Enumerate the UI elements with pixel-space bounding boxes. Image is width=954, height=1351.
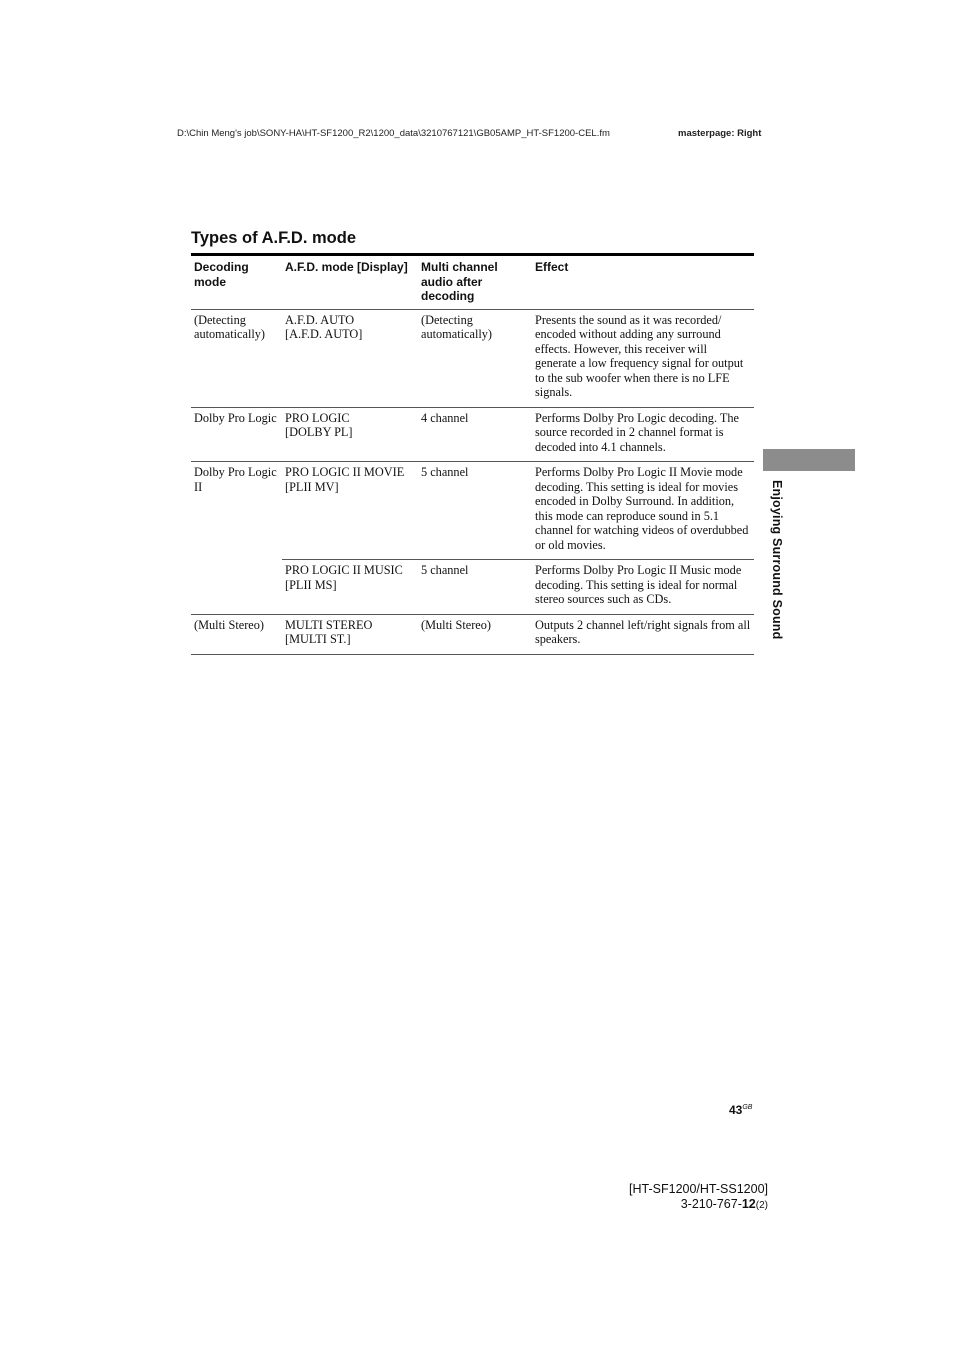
decoding-mode-cell: (Detecting automatically)	[191, 309, 282, 407]
section-title: Types of A.F.D. mode	[191, 229, 357, 247]
table-row	[191, 614, 754, 654]
multi-channel-cell: 5 channel	[418, 462, 532, 560]
afd-mode-name: A.F.D. AUTO	[285, 312, 355, 327]
effect-cell: Performs Dolby Pro Logic II Music mode decoding. This setting is ideal for normal stereo sources such as CDs.	[532, 560, 754, 615]
header-masterpage: masterpage: Right	[678, 128, 762, 139]
effect-cell: Performs Dolby Pro Logic II Movie mode decoding. This setting is ideal for movies encoded in Dolby Surround. In addition, this mode can reproduce sound in 5.1 channel for watching videos of overdubbed or old movies.	[532, 462, 754, 560]
afd-mode-name: MULTI STEREO	[285, 617, 373, 632]
afd-mode-display: [DOLBY PL]	[285, 425, 353, 439]
afd-mode-cell	[282, 309, 418, 407]
table-header-row	[191, 255, 754, 310]
effect-cell: Outputs 2 channel left/right signals from all speakers.	[532, 614, 754, 654]
multi-channel-cell: 5 channel	[418, 560, 532, 615]
afd-mode-cell	[282, 407, 418, 462]
afd-mode-cell	[282, 614, 418, 654]
multi-channel-cell: (Detecting automatically)	[418, 309, 532, 407]
page-number-value: 43	[729, 1103, 743, 1117]
afd-mode-display: [PLII MV]	[285, 479, 339, 494]
afd-mode-cell	[282, 560, 418, 615]
footer-code-prefix: 3-210-767-	[680, 1197, 742, 1211]
page-number-suffix: GB	[742, 1104, 753, 1111]
decoding-mode-cell: Dolby Pro Logic II	[191, 462, 282, 615]
table-row	[191, 309, 754, 407]
afd-mode-name: PRO LOGIC II MUSIC	[285, 563, 403, 577]
afd-mode-name: PRO LOGIC II MOVIE	[285, 465, 405, 479]
footer-model-info	[629, 1182, 768, 1213]
decoding-mode-cell: Dolby Pro Logic	[191, 407, 282, 462]
table-row	[191, 407, 754, 462]
header-decoding-mode: Decoding mode	[191, 255, 282, 310]
header-afd-mode: A.F.D. mode [Display]	[282, 255, 418, 310]
footer-code	[629, 1197, 768, 1213]
afd-mode-name: PRO LOGIC	[285, 410, 350, 425]
footer-model-name: [HT-SF1200/HT-SS1200]	[629, 1182, 768, 1196]
footer-code-suffix: (2)	[755, 1200, 768, 1211]
afd-mode-cell	[282, 462, 418, 560]
table-row	[191, 462, 754, 560]
afd-mode-display: [PLII MS]	[285, 577, 337, 592]
header-effect: Effect	[532, 255, 754, 310]
afd-mode-display: [MULTI ST.]	[285, 632, 351, 646]
chapter-tab-marker	[763, 449, 855, 471]
multi-channel-cell: 4 channel	[418, 407, 532, 462]
multi-channel-cell: (Multi Stereo)	[418, 614, 532, 654]
chapter-side-label: Enjoying Surround Sound	[770, 480, 784, 640]
effect-cell: Presents the sound as it was recorded/ encoded without adding any surround effects. However, this receiver will generate a low frequency signal for output to the sub woofer when there is no LFE signals.	[532, 309, 754, 407]
header-multi-channel: Multi channel audio after decoding	[418, 255, 532, 310]
afd-mode-display: [A.F.D. AUTO]	[285, 327, 363, 341]
decoding-mode-cell: (Multi Stereo)	[191, 614, 282, 654]
effect-cell: Performs Dolby Pro Logic decoding. The source recorded in 2 channel format is decoded into 4.1 channels.	[532, 407, 754, 462]
afd-mode-table	[191, 253, 754, 655]
footer-code-bold: 12	[741, 1197, 756, 1211]
page-number	[729, 1103, 752, 1117]
header-file-path: D:\Chin Meng's job\SONY-HA\HT-SF1200_R2\1200_data\3210767121\GB05AMP_HT-SF1200-CEL.fm	[177, 128, 610, 139]
